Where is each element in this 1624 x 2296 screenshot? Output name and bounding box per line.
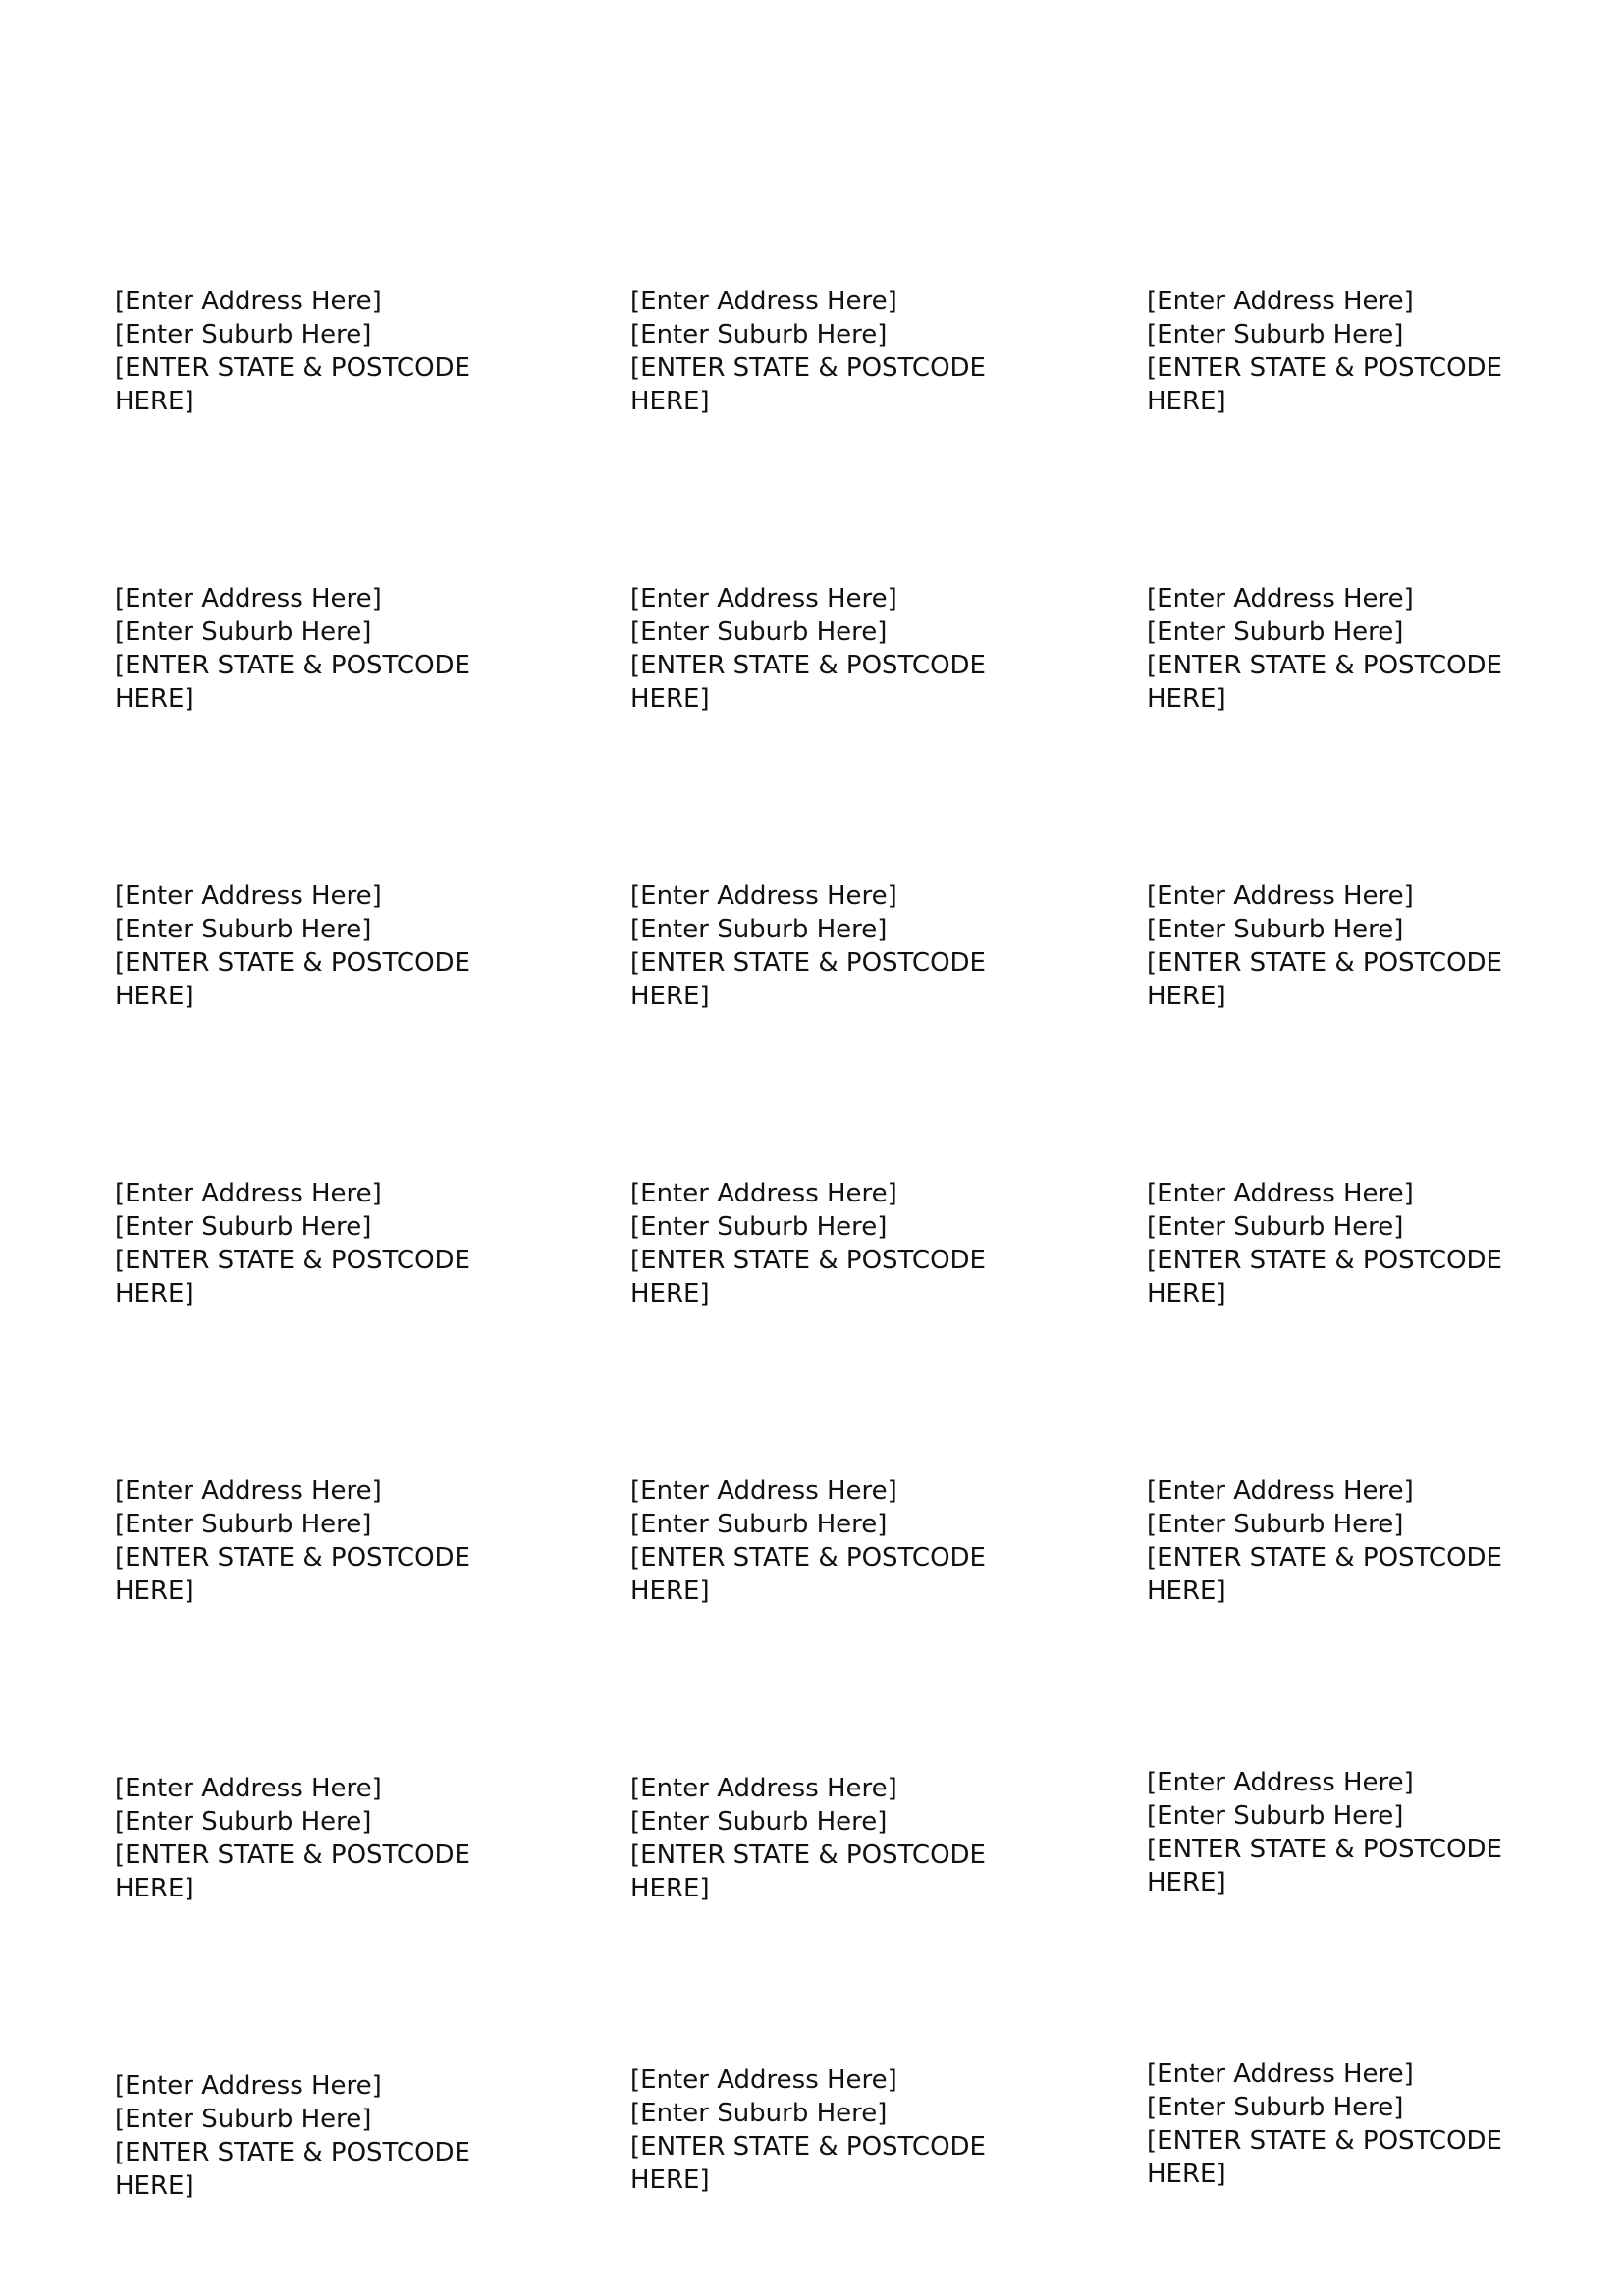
suburb-line: [Enter Suburb Here] bbox=[115, 1807, 372, 1837]
address-line: [Enter Address Here] bbox=[115, 2071, 382, 2101]
suburb-line: [Enter Suburb Here] bbox=[115, 320, 372, 349]
state-postcode-line: [ENTER STATE & POSTCODE HERE] bbox=[1147, 353, 1502, 416]
address-line: [Enter Address Here] bbox=[1147, 584, 1414, 614]
state-postcode-line: [ENTER STATE & POSTCODE HERE] bbox=[115, 651, 470, 714]
suburb-line: [Enter Suburb Here] bbox=[115, 2105, 372, 2134]
state-postcode-line: [ENTER STATE & POSTCODE HERE] bbox=[1147, 948, 1502, 1011]
address-label[interactable] bbox=[115, 1177, 488, 1308]
address-label[interactable] bbox=[1147, 2057, 1520, 2189]
address-label[interactable] bbox=[1147, 582, 1520, 714]
address-line: [Enter Address Here] bbox=[115, 287, 382, 316]
address-line: [Enter Address Here] bbox=[630, 584, 897, 614]
address-label[interactable] bbox=[115, 1474, 488, 1606]
state-postcode-line: [ENTER STATE & POSTCODE HERE] bbox=[115, 353, 470, 416]
suburb-line: [Enter Suburb Here] bbox=[630, 320, 888, 349]
suburb-line: [Enter Suburb Here] bbox=[1147, 1801, 1404, 1831]
state-postcode-line: [ENTER STATE & POSTCODE HERE] bbox=[630, 353, 986, 416]
suburb-line: [Enter Suburb Here] bbox=[115, 1510, 372, 1539]
state-postcode-line: [ENTER STATE & POSTCODE HERE] bbox=[630, 1543, 986, 1606]
address-line: [Enter Address Here] bbox=[1147, 2059, 1414, 2089]
suburb-line: [Enter Suburb Here] bbox=[1147, 617, 1404, 647]
address-label[interactable] bbox=[630, 2063, 1003, 2195]
suburb-line: [Enter Suburb Here] bbox=[1147, 320, 1404, 349]
address-label[interactable] bbox=[115, 880, 488, 1011]
address-label[interactable] bbox=[1147, 1474, 1520, 1606]
address-label[interactable] bbox=[630, 1474, 1003, 1606]
suburb-line: [Enter Suburb Here] bbox=[630, 1212, 888, 1242]
address-label[interactable] bbox=[630, 1177, 1003, 1308]
state-postcode-line: [ENTER STATE & POSTCODE HERE] bbox=[630, 948, 986, 1011]
address-line: [Enter Address Here] bbox=[630, 881, 897, 911]
address-line: [Enter Address Here] bbox=[1147, 881, 1414, 911]
state-postcode-line: [ENTER STATE & POSTCODE HERE] bbox=[630, 1841, 986, 1903]
address-label[interactable] bbox=[115, 285, 488, 416]
address-label[interactable] bbox=[1147, 285, 1520, 416]
suburb-line: [Enter Suburb Here] bbox=[1147, 2093, 1404, 2122]
address-label[interactable] bbox=[1147, 1766, 1520, 1897]
address-line: [Enter Address Here] bbox=[115, 584, 382, 614]
suburb-line: [Enter Suburb Here] bbox=[630, 1510, 888, 1539]
state-postcode-line: [ENTER STATE & POSTCODE HERE] bbox=[1147, 1246, 1502, 1308]
state-postcode-line: [ENTER STATE & POSTCODE HERE] bbox=[115, 948, 470, 1011]
state-postcode-line: [ENTER STATE & POSTCODE HERE] bbox=[115, 1841, 470, 1903]
suburb-line: [Enter Suburb Here] bbox=[630, 1807, 888, 1837]
suburb-line: [Enter Suburb Here] bbox=[115, 915, 372, 944]
address-label[interactable] bbox=[115, 1772, 488, 1903]
suburb-line: [Enter Suburb Here] bbox=[1147, 1212, 1404, 1242]
address-line: [Enter Address Here] bbox=[630, 1774, 897, 1803]
state-postcode-line: [ENTER STATE & POSTCODE HERE] bbox=[630, 1246, 986, 1308]
suburb-line: [Enter Suburb Here] bbox=[115, 1212, 372, 1242]
state-postcode-line: [ENTER STATE & POSTCODE HERE] bbox=[1147, 1543, 1502, 1606]
suburb-line: [Enter Suburb Here] bbox=[1147, 915, 1404, 944]
suburb-line: [Enter Suburb Here] bbox=[630, 617, 888, 647]
address-label[interactable] bbox=[115, 2069, 488, 2201]
address-label[interactable] bbox=[1147, 880, 1520, 1011]
suburb-line: [Enter Suburb Here] bbox=[630, 2099, 888, 2128]
address-label[interactable] bbox=[630, 880, 1003, 1011]
state-postcode-line: [ENTER STATE & POSTCODE HERE] bbox=[115, 2138, 470, 2201]
state-postcode-line: [ENTER STATE & POSTCODE HERE] bbox=[115, 1246, 470, 1308]
address-line: [Enter Address Here] bbox=[115, 1179, 382, 1208]
address-line: [Enter Address Here] bbox=[630, 2065, 897, 2095]
address-line: [Enter Address Here] bbox=[115, 1774, 382, 1803]
state-postcode-line: [ENTER STATE & POSTCODE HERE] bbox=[1147, 2126, 1502, 2189]
address-line: [Enter Address Here] bbox=[630, 1179, 897, 1208]
state-postcode-line: [ENTER STATE & POSTCODE HERE] bbox=[1147, 1835, 1502, 1897]
address-label[interactable] bbox=[630, 1772, 1003, 1903]
address-line: [Enter Address Here] bbox=[115, 881, 382, 911]
address-line: [Enter Address Here] bbox=[1147, 1179, 1414, 1208]
address-line: [Enter Address Here] bbox=[115, 1476, 382, 1506]
address-line: [Enter Address Here] bbox=[630, 287, 897, 316]
address-line: [Enter Address Here] bbox=[630, 1476, 897, 1506]
state-postcode-line: [ENTER STATE & POSTCODE HERE] bbox=[115, 1543, 470, 1606]
state-postcode-line: [ENTER STATE & POSTCODE HERE] bbox=[630, 651, 986, 714]
address-label[interactable] bbox=[630, 285, 1003, 416]
address-label[interactable] bbox=[115, 582, 488, 714]
state-postcode-line: [ENTER STATE & POSTCODE HERE] bbox=[1147, 651, 1502, 714]
suburb-line: [Enter Suburb Here] bbox=[1147, 1510, 1404, 1539]
state-postcode-line: [ENTER STATE & POSTCODE HERE] bbox=[630, 2132, 986, 2195]
suburb-line: [Enter Suburb Here] bbox=[115, 617, 372, 647]
suburb-line: [Enter Suburb Here] bbox=[630, 915, 888, 944]
address-label[interactable] bbox=[1147, 1177, 1520, 1308]
address-line: [Enter Address Here] bbox=[1147, 287, 1414, 316]
address-line: [Enter Address Here] bbox=[1147, 1476, 1414, 1506]
address-line: [Enter Address Here] bbox=[1147, 1768, 1414, 1797]
address-label[interactable] bbox=[630, 582, 1003, 714]
